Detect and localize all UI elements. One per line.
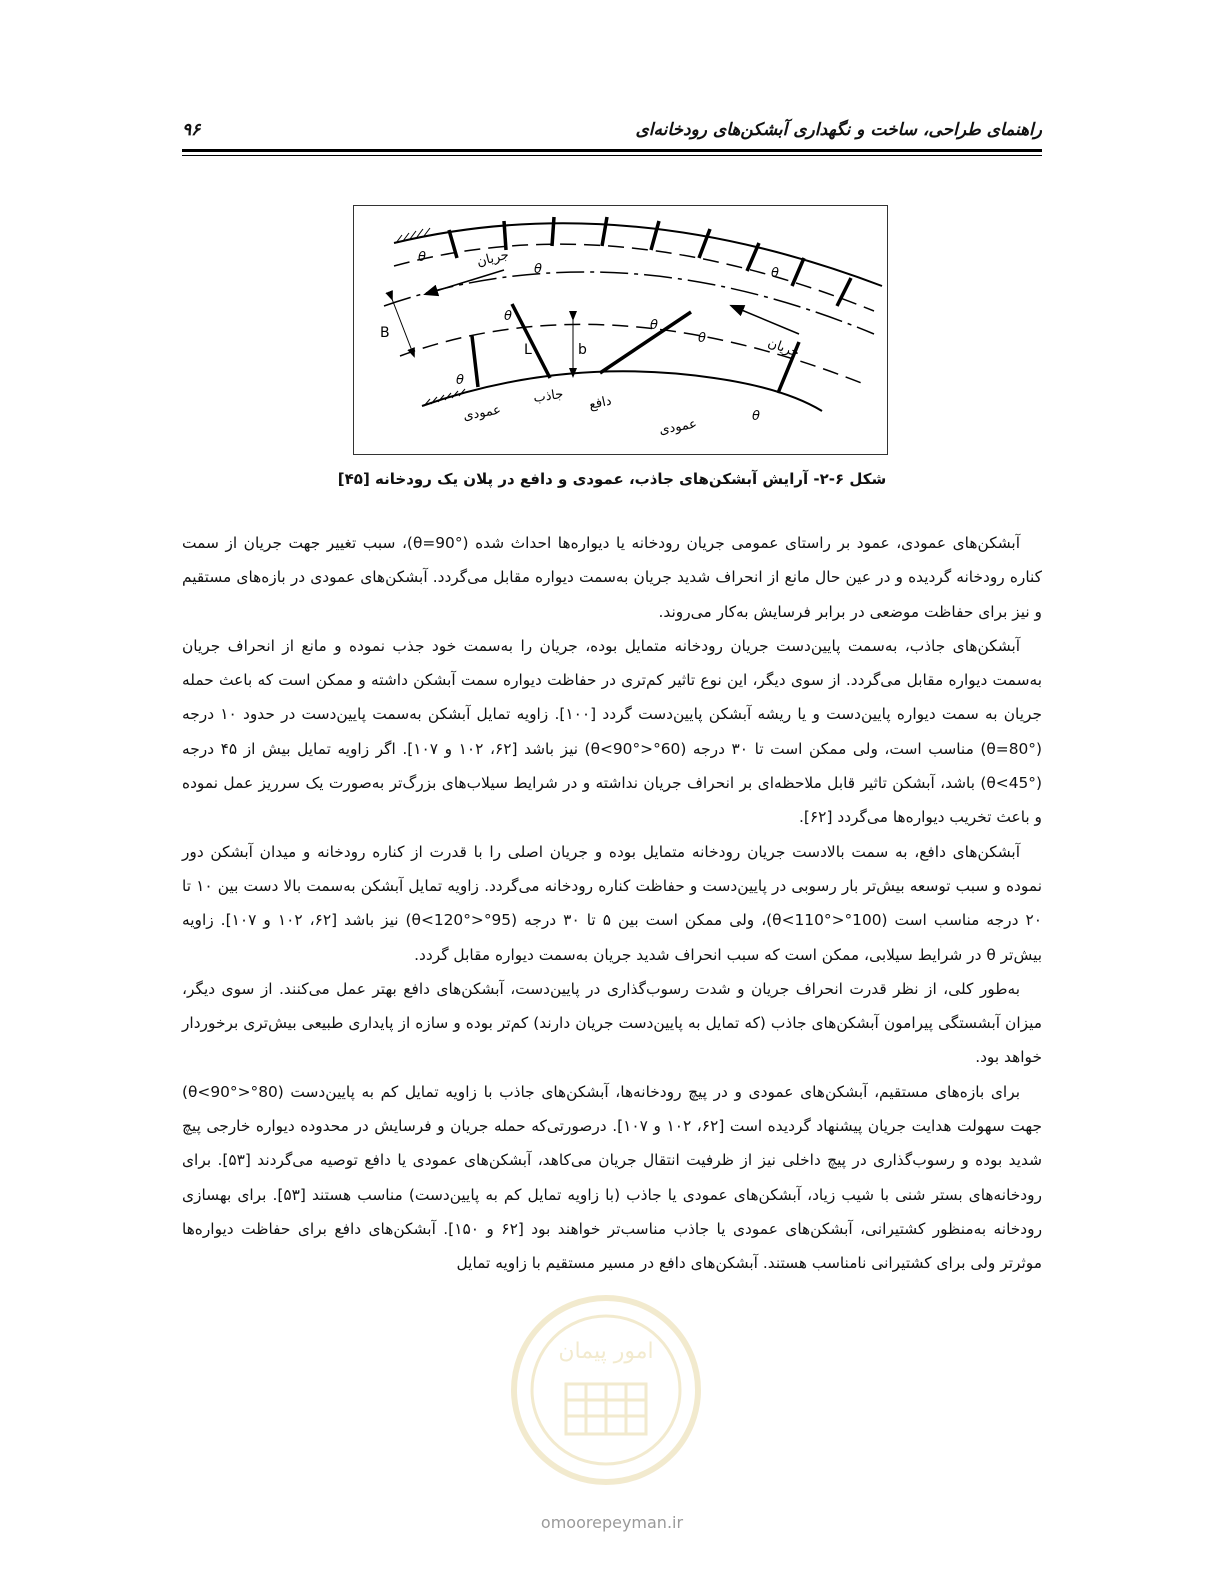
svg-text:θ: θ bbox=[504, 309, 512, 324]
watermark-logo bbox=[508, 1292, 704, 1488]
svg-text:θ: θ bbox=[752, 409, 760, 424]
figure-caption: شکل ۶-۲- آرایش آبشکن‌های جاذب، عمودی و دافع در پلان یک رودخانه [۴۵] bbox=[337, 470, 887, 488]
normal-label-right: عمودی bbox=[658, 416, 699, 438]
length-label: L bbox=[524, 342, 532, 358]
header-rule-thick bbox=[182, 149, 1042, 152]
paragraph-repelling-groynes: آبشکن‌های دافع، به سمت بالادست جریان رودخانه متمایل بوده و جریان اصلی را با قدرت از کناره رودخانه و میدان آبشکن دور نموده و سبب توسعه بیش‌تر بار رسوبی در پایین‌دست و حفاظت کناره رودخانه می‌گردد. زاویه تمایل آبشکن به‌سمت بالا دست بین ۱۰ تا ۲۰ درجه مناسب است (100°<θ<110°)، ولی ممکن است بین ۵ تا ۳۰ درجه (95°<θ<120°) نیز باشد [۶۲، ۱۰۲ و ۱۰۷]. زاویه بیش‌تر θ در شرایط سیلابی، ممکن است که سبب انحراف شدید جریان به‌سمت دیواره مقابل گردد. bbox=[182, 842, 1043, 964]
running-title: راهنمای طراحی، ساخت و نگهداری آبشکن‌های رودخانه‌ای bbox=[635, 120, 1042, 140]
channel-centreline bbox=[384, 272, 874, 334]
svg-text:θ: θ bbox=[771, 266, 779, 281]
page-header bbox=[182, 116, 1042, 146]
paragraph-comparison: به‌طور کلی، از نظر قدرت انحراف جریان و شدت رسوب‌گذاری در پایین‌دست، آبشکن‌های دافع بهتر عمل می‌کنند. از سوی دیگر، میزان آبشستگی پیرامون آبشکن‌های جاذب (که تمایل به پایین‌دست جریان دارند) کم‌تر بوده و سازه از پایداری طبیعی بیش‌تری برخوردار خواهد بود. bbox=[182, 979, 1042, 1067]
watermark-site: omoorepeyman.ir bbox=[540, 1513, 684, 1532]
svg-text:θ: θ bbox=[418, 250, 426, 265]
repelling-label: دافع bbox=[587, 393, 613, 413]
groyne-plan-diagram bbox=[354, 206, 887, 454]
paragraph-recommendations: برای بازه‌های مستقیم، آبشکن‌های عمودی و در پیچ رودخانه‌ها، آبشکن‌های جاذب با زاویه تمایل کم به پایین‌دست (80°<θ<90°) جهت سهولت هدایت جریان پیشنهاد گردیده است [۶۲، ۱۰۲ و ۱۰۷]. درصورتی‌که حمله جریان و فرسایش در محدوده دیواره خارجی پیچ شدید بوده و رسوب‌گذاری در پیچ داخلی نیز از ظرفیت انتقال جریان می‌کاهد، آبشکن‌های عمودی یا دافع توصیه می‌گردند [۵۳]. برای رودخانه‌های بستر شنی با شیب زیاد، آبشکن‌های عمودی یا جاذب (با زاویه تمایل کم به پایین‌دست) مناسب هستند [۵۳]. برای بهسازی رودخانه به‌منظور کشتیرانی، آبشکن‌های عمودی یا جاذب مناسب‌تر خواهند بود [۶۲ و ۱۵۰]. آبشکن‌های دافع برای حفاظت دیواره‌ها موثرتر ولی برای کشتیرانی نامناسب هستند. آبشکن‌های دافع در مسیر مستقیم با زاویه تمایل bbox=[182, 1082, 1043, 1273]
normal-label-left: عمودی bbox=[462, 402, 503, 424]
page-number: ۹۶ bbox=[182, 120, 201, 140]
body-text bbox=[182, 526, 1042, 1281]
b-label: b bbox=[578, 342, 587, 358]
flow-label-left: جریان bbox=[475, 247, 511, 270]
header-rule-thin bbox=[182, 155, 1042, 156]
flow-arrow-left bbox=[426, 270, 504, 294]
svg-text:θ: θ bbox=[534, 262, 542, 277]
watermark-text: امور پیمان bbox=[558, 1339, 654, 1364]
attracting-label: جاذب bbox=[532, 386, 565, 406]
outer-bank bbox=[394, 223, 882, 286]
groyne-plan-figure bbox=[353, 205, 888, 455]
svg-text:θ: θ bbox=[650, 318, 658, 333]
paragraph-attracting-groynes: آبشکن‌های جاذب، به‌سمت پایین‌دست جریان رودخانه متمایل بوده، جریان را به‌سمت خود جذب نموده و مانع از انحراف جریان به‌سمت دیواره مقابل می‌گردد. از سوی دیگر، این نوع تاثیر کم‌تری در حفاظت دیواره سمت آبشکن داشته و ممکن است که باعث حمله جریان به سمت دیواره پایین‌دست و یا ریشه آبشکن پایین‌دست گردد [۱۰۰]. زاویه تمایل آبشکن به‌سمت پایین‌دست در حدود ۱۰ درجه (θ=80°) مناسب است، ولی ممکن است تا ۳۰ درجه (60°<θ<90°) نیز باشد [۶۲، ۱۰۲ و ۱۰۷]. اگر زاویه تمایل بیش از ۴۵ درجه (θ<45°) باشد، آبشکن تاثیر قابل ملاحظه‌ای بر انحراف جریان نداشته و در شرایط سیلاب‌های بزرگ‌تر به‌صورت یک سرریز عمل نموده و باعث تخریب دیواره‌ها می‌گردد [۶۲]. bbox=[182, 636, 1042, 827]
flow-label-right: جریان bbox=[765, 335, 802, 361]
svg-text:θ: θ bbox=[456, 373, 464, 388]
flow-arrow-right bbox=[732, 306, 799, 334]
width-label: B bbox=[380, 325, 390, 341]
width-dimension bbox=[392, 299, 414, 356]
groyne-tip-line-outer bbox=[394, 244, 874, 311]
svg-text:θ: θ bbox=[698, 331, 706, 346]
paragraph-normal-groynes: آبشکن‌های عمودی، عمود بر راستای عمومی جریان رودخانه یا دیواره‌ها احداث شده (θ=90°)، سبب تغییر جهت جریان از سمت کناره رودخانه گردیده و در عین حال مانع از انحراف شدید جریان به‌سمت دیواره مقابل می‌گردد. آبشکن‌های عمودی در بازه‌های مستقیم و نیز برای حفاظت موضعی در برابر فرسایش به‌کار می‌روند. bbox=[182, 534, 1042, 621]
